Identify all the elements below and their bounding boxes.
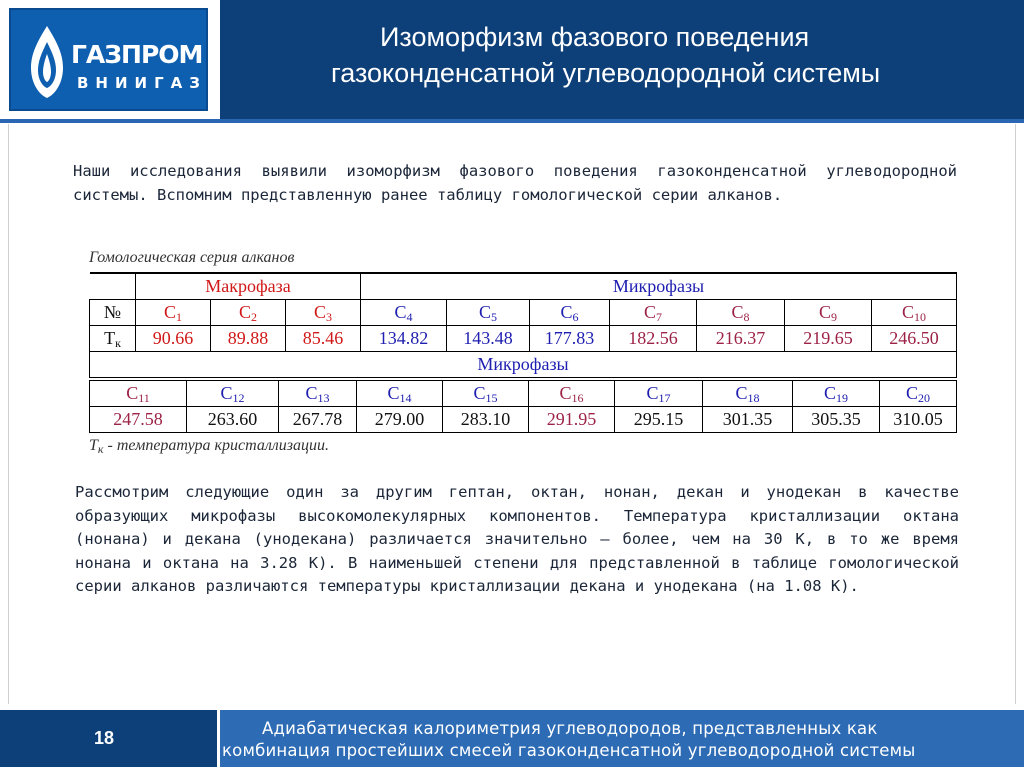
temperature-cell: 310.05 — [880, 407, 957, 433]
footer-line1: Адиабатическая калориметрия углеводородов, представленных как — [262, 719, 878, 738]
component-cell: $C_9$ — [785, 300, 872, 326]
temperature-cell: 134.82 — [361, 326, 447, 352]
temperature-cell: 283.10 — [443, 407, 529, 433]
component-cell: $C_{13}$ — [279, 381, 357, 407]
table-row-micro-label — [90, 352, 957, 378]
temperature-cell: 295.15 — [615, 407, 703, 433]
table-caption: Гомологическая серия алканов — [89, 249, 295, 266]
table-cell-empty — [90, 273, 136, 300]
intro-paragraph: Наши исследования выявили изоморфизм фазового поведения газоконденсатной углеводородной системы. Вспомним представленную ранее таблицу гомологической серии алканов. — [73, 162, 957, 204]
component-cell: $C_{11}$ — [90, 381, 187, 407]
tk-label: $Т_к$ — [90, 326, 136, 352]
temperature-cell: 301.35 — [703, 407, 793, 433]
component-cell: $C_{17}$ — [615, 381, 703, 407]
macrophase-header: Макрофаза — [136, 273, 361, 300]
gazprom-logo — [9, 8, 208, 111]
component-cell: $C_{19}$ — [793, 381, 880, 407]
temperature-cell: 182.56 — [610, 326, 697, 352]
component-cell: $C_1$ — [136, 300, 211, 326]
temperature-cell: 216.37 — [697, 326, 785, 352]
footer-text-area — [220, 710, 1024, 767]
component-cell: $C_{10}$ — [872, 300, 957, 326]
component-cell: $C_7$ — [610, 300, 697, 326]
component-cell: $C_{14}$ — [357, 381, 443, 407]
component-cell: $C_5$ — [447, 300, 530, 326]
component-cell: $C_{12}$ — [187, 381, 279, 407]
temperature-cell: 89.88 — [211, 326, 286, 352]
component-cell: $C_3$ — [286, 300, 361, 326]
temperature-cell: 267.78 — [279, 407, 357, 433]
microphase-header-2: Микрофазы — [90, 352, 957, 378]
slide-title-line1: Изоморфизм фазового поведения — [380, 22, 810, 52]
component-cell: $C_6$ — [530, 300, 610, 326]
component-cell: $C_{18}$ — [703, 381, 793, 407]
footer-line2: комбинация простейших смесей газоконденсатной углеводородной системы — [222, 741, 916, 760]
temperature-cell: 85.46 — [286, 326, 361, 352]
component-cell: $C_{16}$ — [529, 381, 615, 407]
alkane-table-bottom — [89, 380, 957, 433]
component-cell: $C_{15}$ — [443, 381, 529, 407]
slide-title-line2: газоконденсатной углеводородной системы — [331, 58, 881, 88]
body-paragraph: Рассмотрим следующие один за другим гептан, октан, нонан, декан и унодекан в качестве образующих микрофазы высокомолекулярных компонентов. Температура кристаллизации октана (нонана) и декана (унодекана) различается значительно – более, чем на 30 К, в то же время нонана и октана на 3.28 К). В наименьшей степени для представленной в таблице гомологической серии алканов различаются температуры кристаллизации декана и унодекана (на 1.08 К). — [75, 483, 959, 595]
temperature-cell: 90.66 — [136, 326, 211, 352]
temperature-cell: 143.48 — [447, 326, 530, 352]
temperature-cell: 246.50 — [872, 326, 957, 352]
logo-sub-text: ВНИИГАЗ — [77, 74, 207, 92]
component-cell: $C_2$ — [211, 300, 286, 326]
table-footnote: $Т_к$ - температура кристаллизации. — [89, 437, 330, 456]
header-title-bar — [220, 0, 1024, 119]
footer-page-area — [0, 710, 217, 767]
temperature-cell: 247.58 — [90, 407, 187, 433]
logo-main-text: ГАЗПРОМ — [71, 40, 203, 69]
temperature-cell: 177.83 — [530, 326, 610, 352]
header-rule — [0, 119, 1024, 123]
component-cell: $C_{20}$ — [880, 381, 957, 407]
component-cell: $C_4$ — [361, 300, 447, 326]
component-cell: $C_8$ — [697, 300, 785, 326]
temperature-cell: 219.65 — [785, 326, 872, 352]
temperature-cell: 279.00 — [357, 407, 443, 433]
number-label: № — [90, 300, 136, 326]
temperature-cell: 263.60 — [187, 407, 279, 433]
flame-icon — [27, 24, 67, 100]
temperature-cell: 291.95 — [529, 407, 615, 433]
logo-area — [0, 0, 217, 119]
temperature-cell: 305.35 — [793, 407, 880, 433]
table-row-component — [90, 300, 957, 326]
table-row-component-2 — [90, 381, 957, 407]
table-row-temperature — [90, 326, 957, 352]
table-row-phase — [90, 273, 957, 300]
page-number: 18 — [94, 728, 115, 748]
alkane-table-top — [89, 272, 957, 378]
microphase-header: Микрофазы — [361, 273, 957, 300]
table-row-temperature-2 — [90, 407, 957, 433]
